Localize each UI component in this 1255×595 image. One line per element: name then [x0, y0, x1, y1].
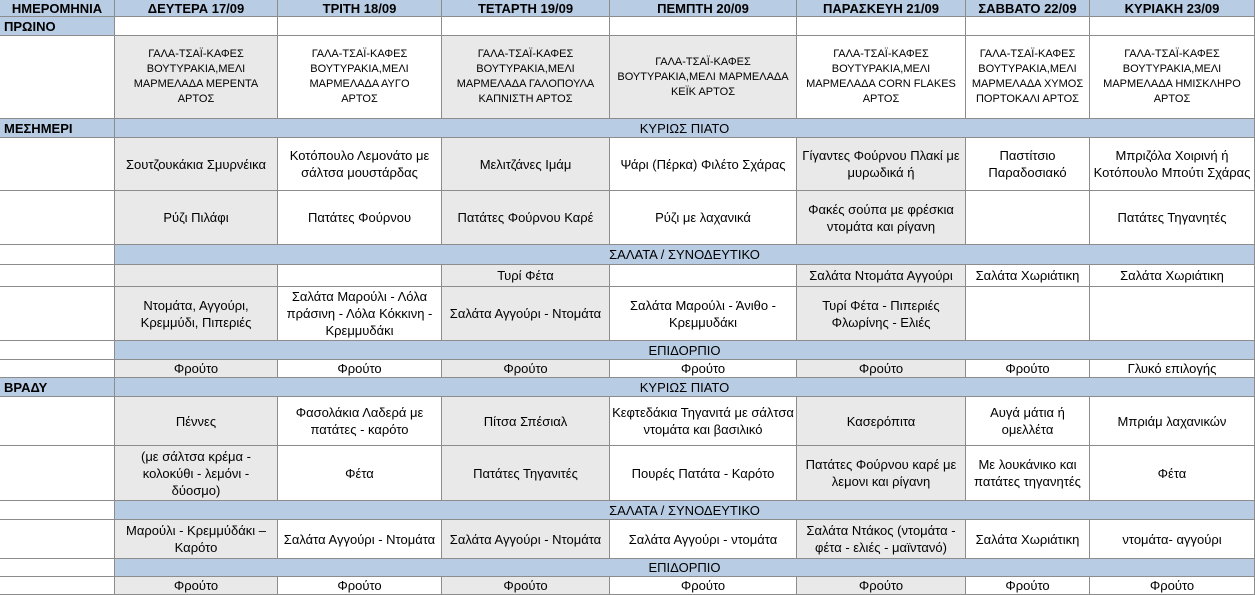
dinner-side-dish: Φέτα	[1090, 446, 1255, 501]
date-column-header: ΗΜΕΡΟΜΗΝΙΑ	[0, 0, 115, 17]
lunch-salad	[115, 265, 278, 287]
row-label-empty	[0, 36, 115, 119]
day-header: ΚΥΡΙΑΚΗ 23/09	[1090, 0, 1255, 17]
meal-label-lunch: ΜΕΣΗΜΕΡΙ	[0, 119, 115, 138]
dinner-main-dish: Πέννες	[115, 397, 278, 446]
lunch-salad	[610, 265, 797, 287]
lunch-salad: Τυρί Φέτα - Πιπεριές Φλωρίνης - Ελιές	[797, 287, 966, 341]
lunch-main-dish: Μελιτζάνες Ιμάμ	[442, 138, 610, 191]
lunch-salad: Σαλάτα Αγγούρι - Ντομάτα	[442, 287, 610, 341]
lunch-salad	[278, 265, 442, 287]
row-label-empty	[0, 501, 115, 520]
dinner-side-dish: Πατάτες Φούρνου καρέ με λεμονι και ρίγανη	[797, 446, 966, 501]
lunch-side-dish: Ρύζι με λαχανικά	[610, 191, 797, 245]
dinner-main-dish: Αυγά μάτια ή ομελλέτα	[966, 397, 1090, 446]
lunch-salad	[966, 287, 1090, 341]
lunch-main-dish: Σουτζουκάκια Σμυρνέικα	[115, 138, 278, 191]
row-label-empty	[0, 520, 115, 559]
section-header-dessert: ΕΠΙΔΟΡΠΙΟ	[115, 341, 1255, 360]
dinner-salad: Σαλάτα Αγγούρι - ντομάτα	[610, 520, 797, 559]
row-label-empty	[0, 138, 115, 191]
day-header: ΔΕΥΤΕΡΑ 17/09	[115, 0, 278, 17]
lunch-salad: Σαλάτα Χωριάτικη	[1090, 265, 1255, 287]
dinner-salad: Σαλάτα Χωριάτικη	[966, 520, 1090, 559]
lunch-side-dish: Πατάτες Φούρνου	[278, 191, 442, 245]
dinner-dessert: Φρούτο	[966, 577, 1090, 595]
dinner-salad: Σαλάτα Αγγούρι - Ντομάτα	[442, 520, 610, 559]
lunch-salad: Σαλάτα Ντομάτα Αγγούρι	[797, 265, 966, 287]
breakfast-item: ΓΑΛΑ-ΤΣΑΪ-ΚΑΦΕΣ ΒΟΥΤΥΡΑΚΙΑ,ΜΕΛΙ ΜΑΡΜΕΛΑΔΑ ΧΥΜΟΣ ΠΟΡΤΟΚΑΛΙ ΑΡΤΟΣ	[966, 36, 1090, 119]
lunch-side-dish: Φακές σούπα με φρέσκια ντομάτα και ρίγανη	[797, 191, 966, 245]
row-label-empty	[0, 287, 115, 341]
empty-cell	[115, 17, 278, 36]
dinner-side-dish: Με λουκάνικο και πατάτες τηγανητές	[966, 446, 1090, 501]
dinner-dessert: Φρούτο	[797, 577, 966, 595]
lunch-dessert: Φρούτο	[115, 360, 278, 378]
lunch-main-dish: Μπριζόλα Χοιρινή ή Κοτόπουλο Μπούτι Σχάρας	[1090, 138, 1255, 191]
lunch-side-dish: Πατάτες Τηγανητές	[1090, 191, 1255, 245]
lunch-salad: Ντομάτα, Αγγούρι, Κρεμμύδι, Πιπεριές	[115, 287, 278, 341]
lunch-side-dish	[966, 191, 1090, 245]
dinner-main-dish: Κεφτεδάκια Τηγανιτά με σάλτσα ντομάτα και βασιλικό	[610, 397, 797, 446]
section-header-dessert: ΕΠΙΔΟΡΠΙΟ	[115, 559, 1255, 577]
lunch-salad: Σαλάτα Μαρούλι - Λόλα πράσινη - Λόλα Κόκκινη - Κρεμμυδάκι	[278, 287, 442, 341]
breakfast-item: ΓΑΛΑ-ΤΣΑΪ-ΚΑΦΕΣ ΒΟΥΤΥΡΑΚΙΑ,ΜΕΛΙ ΜΑΡΜΕΛΑΔΑ ΑΥΓΟ ΑΡΤΟΣ	[278, 36, 442, 119]
lunch-salad: Σαλάτα Μαρούλι - Άνιθο - Κρεμμυδάκι	[610, 287, 797, 341]
breakfast-item: ΓΑΛΑ-ΤΣΑΪ-ΚΑΦΕΣ ΒΟΥΤΥΡΑΚΙΑ,ΜΕΛΙ ΜΑΡΜΕΛΑΔΑ CORN FLAKES ΑΡΤΟΣ	[797, 36, 966, 119]
lunch-salad	[1090, 287, 1255, 341]
day-header: ΤΡΙΤΗ 18/09	[278, 0, 442, 17]
empty-cell	[278, 17, 442, 36]
lunch-main-dish: Κοτόπουλο Λεμονάτο με σάλτσα μουστάρδας	[278, 138, 442, 191]
breakfast-item: ΓΑΛΑ-ΤΣΑΪ-ΚΑΦΕΣ ΒΟΥΤΥΡΑΚΙΑ,ΜΕΛΙ ΜΑΡΜΕΛΑΔΑ ΜΕΡΕΝΤΑ ΑΡΤΟΣ	[115, 36, 278, 119]
dinner-main-dish: Μπριάμ λαχανικών	[1090, 397, 1255, 446]
section-header-salad: ΣΑΛΑΤΑ / ΣΥΝΟΔΕΥΤΙΚΟ	[115, 501, 1255, 520]
dinner-dessert: Φρούτο	[278, 577, 442, 595]
dinner-side-dish: (με σάλτσα κρέμα - κολοκύθι - λεμόνι - δύοσμο)	[115, 446, 278, 501]
row-label-empty	[0, 191, 115, 245]
section-header-main-dish: ΚΥΡΙΩΣ ΠΙΑΤΟ	[115, 119, 1255, 138]
empty-cell	[610, 17, 797, 36]
row-label-empty	[0, 577, 115, 595]
empty-cell	[797, 17, 966, 36]
empty-cell	[1090, 17, 1255, 36]
lunch-side-dish: Ρύζι Πιλάφι	[115, 191, 278, 245]
day-header: ΣΑΒΒΑΤΟ 22/09	[966, 0, 1090, 17]
lunch-dessert: Φρούτο	[278, 360, 442, 378]
row-label-empty	[0, 245, 115, 265]
lunch-dessert: Γλυκό επιλογής	[1090, 360, 1255, 378]
dinner-main-dish: Κασερόπιτα	[797, 397, 966, 446]
row-label-empty	[0, 341, 115, 360]
dinner-main-dish: Πίτσα Σπέσιαλ	[442, 397, 610, 446]
meal-label-breakfast: ΠΡΩΙΝΟ	[0, 17, 115, 36]
day-header: ΠΕΜΠΤΗ 20/09	[610, 0, 797, 17]
lunch-dessert: Φρούτο	[610, 360, 797, 378]
lunch-side-dish: Πατάτες Φούρνου Καρέ	[442, 191, 610, 245]
row-label-empty	[0, 360, 115, 378]
dinner-dessert: Φρούτο	[442, 577, 610, 595]
lunch-main-dish: Γίγαντες Φούρνου Πλακί με μυρωδικά ή	[797, 138, 966, 191]
row-label-empty	[0, 446, 115, 501]
lunch-dessert: Φρούτο	[966, 360, 1090, 378]
lunch-main-dish: Ψάρι (Πέρκα) Φιλέτο Σχάρας	[610, 138, 797, 191]
dinner-salad: Μαρούλι - Κρεμμύδάκι – Καρότο	[115, 520, 278, 559]
dinner-main-dish: Φασολάκια Λαδερά με πατάτες - καρότο	[278, 397, 442, 446]
row-label-empty	[0, 559, 115, 577]
lunch-salad: Τυρί Φέτα	[442, 265, 610, 287]
meal-label-dinner: ΒΡΑΔΥ	[0, 378, 115, 397]
dinner-dessert: Φρούτο	[115, 577, 278, 595]
dinner-side-dish: Πουρές Πατάτα - Καρότο	[610, 446, 797, 501]
breakfast-item: ΓΑΛΑ-ΤΣΑΪ-ΚΑΦΕΣ ΒΟΥΤΥΡΑΚΙΑ,ΜΕΛΙ ΜΑΡΜΕΛΑΔΑ ΓΑΛΟΠΟΥΛΑ ΚΑΠΝΙΣΤΗ ΑΡΤΟΣ	[442, 36, 610, 119]
row-label-empty	[0, 397, 115, 446]
lunch-salad: Σαλάτα Χωριάτικη	[966, 265, 1090, 287]
section-header-salad: ΣΑΛΑΤΑ / ΣΥΝΟΔΕΥΤΙΚΟ	[115, 245, 1255, 265]
breakfast-item: ΓΑΛΑ-ΤΣΑΪ-ΚΑΦΕΣ ΒΟΥΤΥΡΑΚΙΑ,ΜΕΛΙ ΜΑΡΜΕΛΑΔΑ ΚΕΪΚ ΑΡΤΟΣ	[610, 36, 797, 119]
dinner-salad: Σαλάτα Ντάκος (ντομάτα - φέτα - ελιές - μαϊντανό)	[797, 520, 966, 559]
lunch-dessert: Φρούτο	[797, 360, 966, 378]
day-header: ΤΕΤΑΡΤΗ 19/09	[442, 0, 610, 17]
dinner-dessert: Φρούτο	[610, 577, 797, 595]
dinner-side-dish: Φέτα	[278, 446, 442, 501]
day-header: ΠΑΡΑΣΚΕΥΗ 21/09	[797, 0, 966, 17]
lunch-dessert: Φρούτο	[442, 360, 610, 378]
row-label-empty	[0, 265, 115, 287]
empty-cell	[442, 17, 610, 36]
empty-cell	[966, 17, 1090, 36]
dinner-salad: Σαλάτα Αγγούρι - Ντομάτα	[278, 520, 442, 559]
section-header-main-dish: ΚΥΡΙΩΣ ΠΙΑΤΟ	[115, 378, 1255, 397]
dinner-side-dish: Πατάτες Τηγανιτές	[442, 446, 610, 501]
dinner-salad: ντομάτα- αγγούρι	[1090, 520, 1255, 559]
dinner-dessert: Φρούτο	[1090, 577, 1255, 595]
breakfast-item: ΓΑΛΑ-ΤΣΑΪ-ΚΑΦΕΣ ΒΟΥΤΥΡΑΚΙΑ,ΜΕΛΙ ΜΑΡΜΕΛΑΔΑ ΗΜΙΣΚΛΗΡΟ ΑΡΤΟΣ	[1090, 36, 1255, 119]
lunch-main-dish: Παστίτσιο Παραδοσιακό	[966, 138, 1090, 191]
